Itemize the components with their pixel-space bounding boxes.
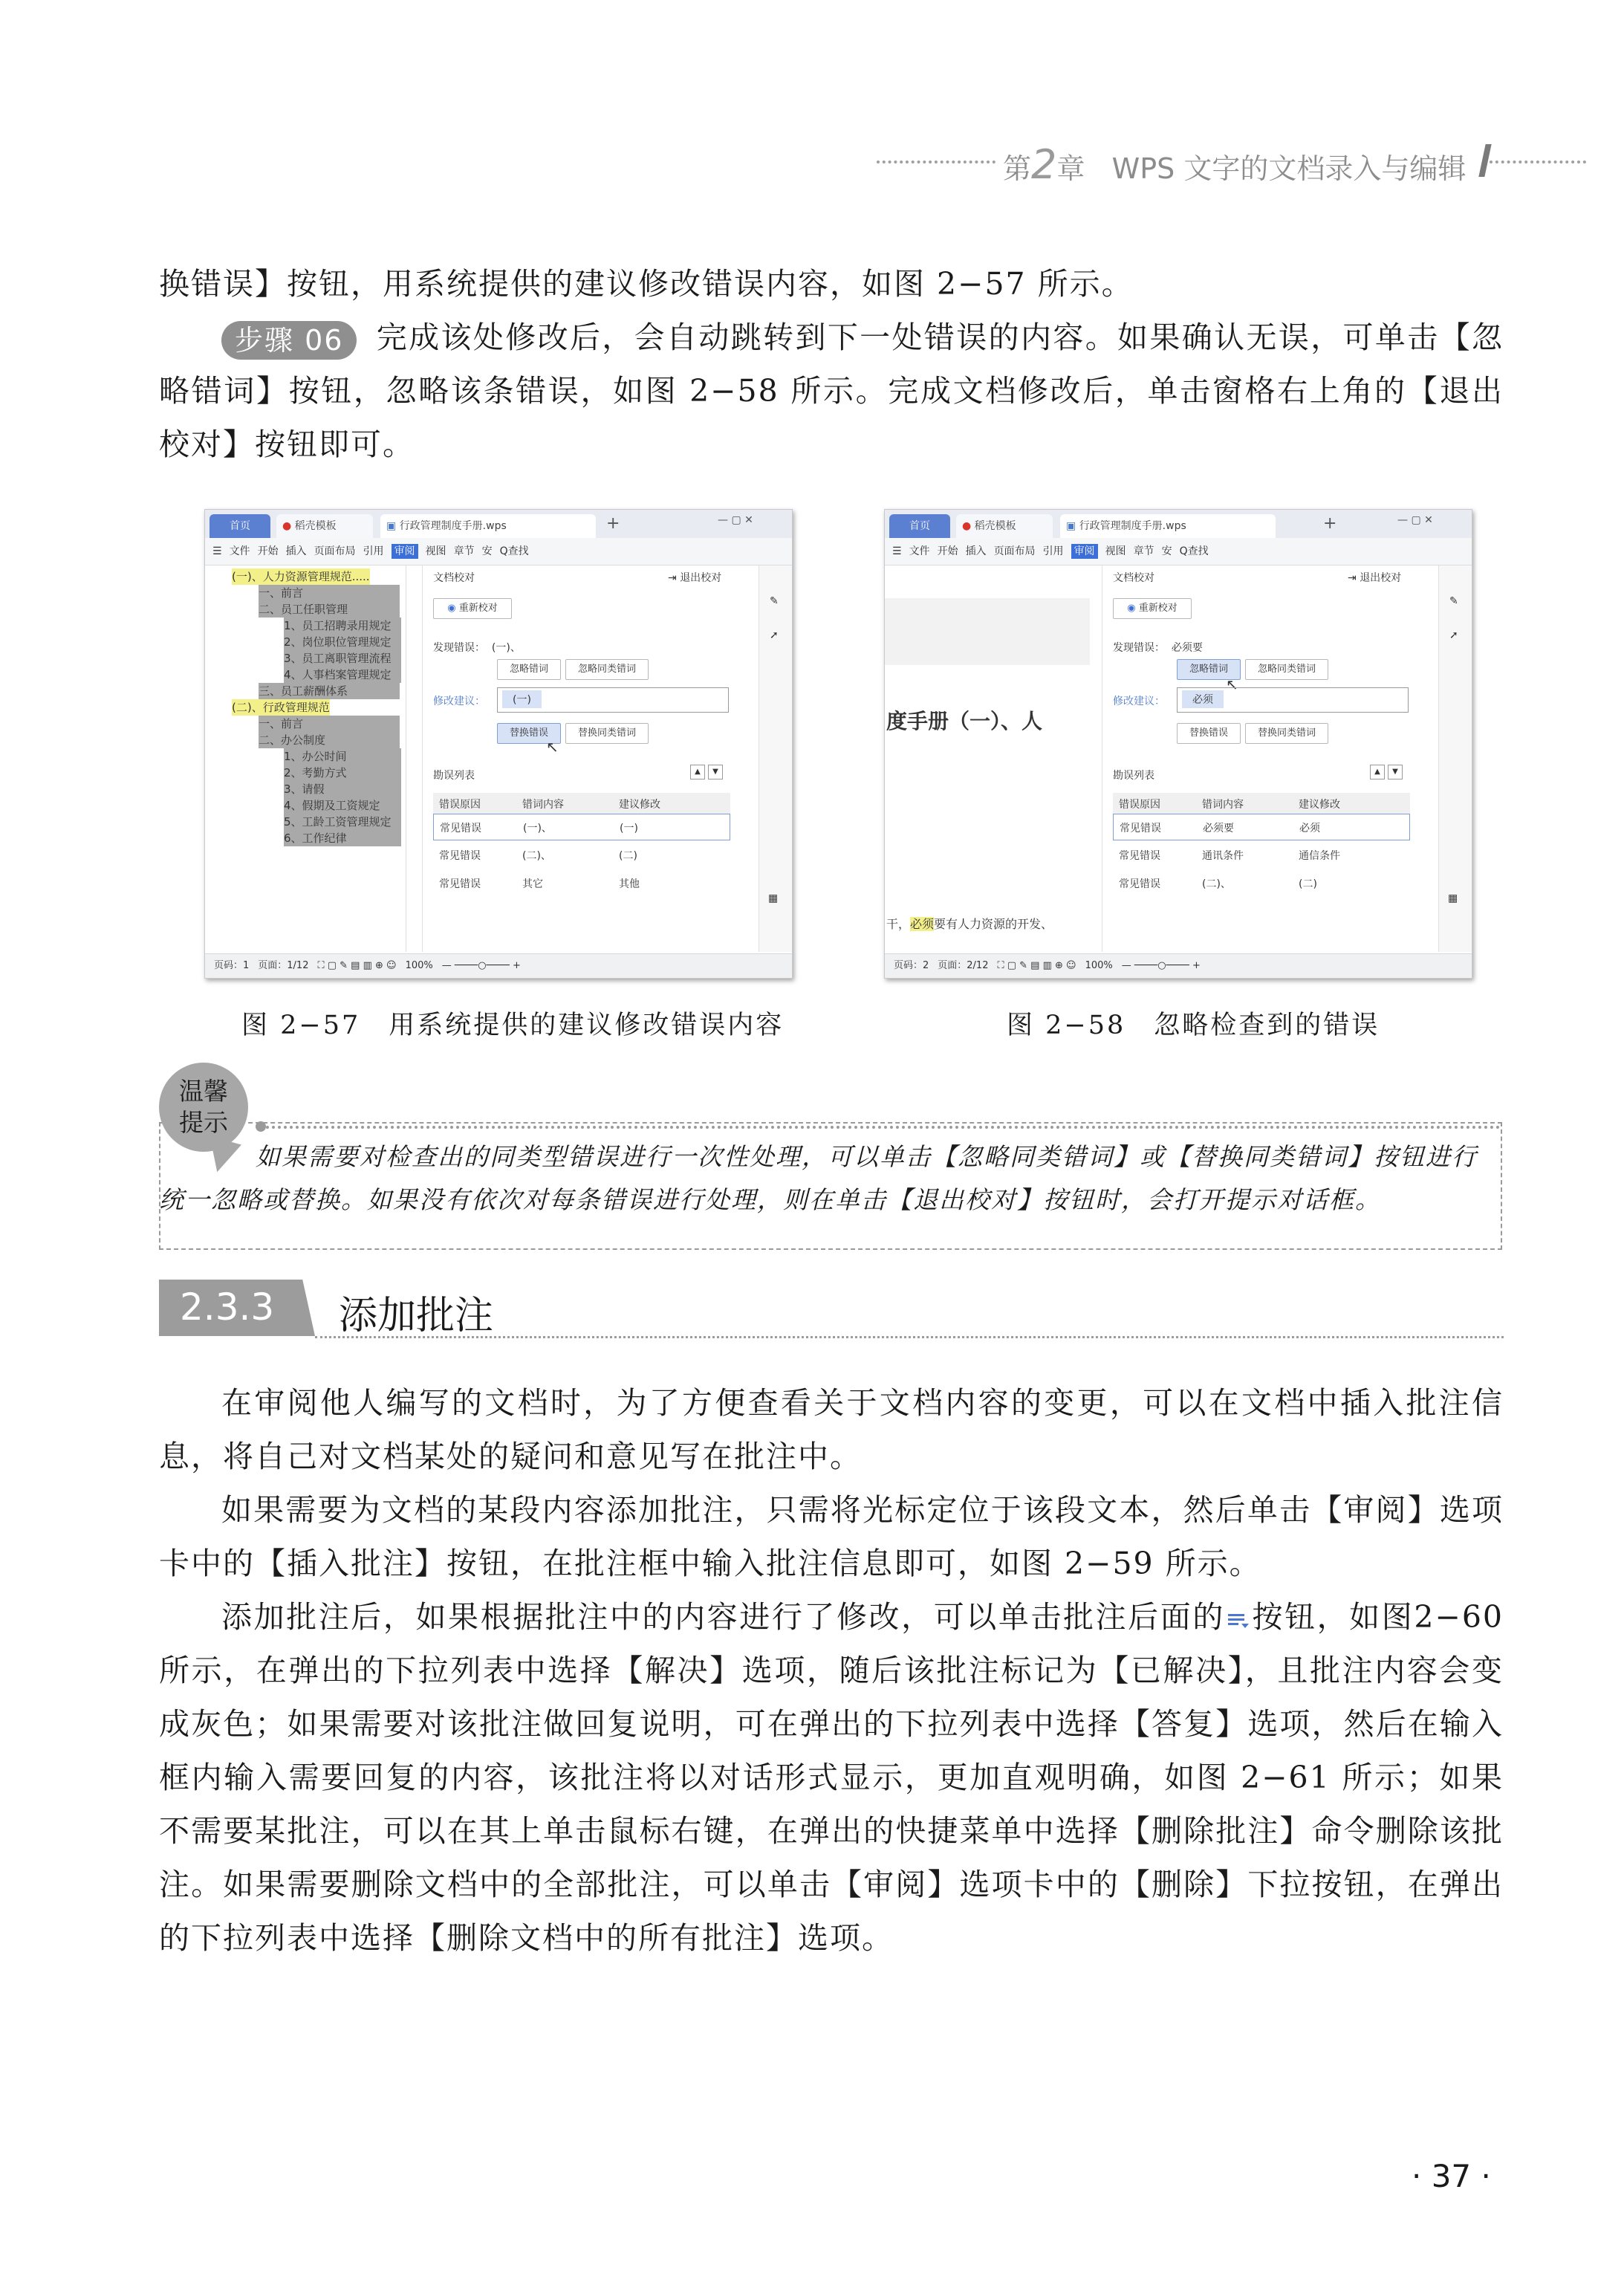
cell: 常见错误 (439, 878, 481, 890)
ribbon-find[interactable]: Q查找 (499, 545, 529, 557)
view-icons[interactable]: ⛶ ▢ ✎ ▤ ▥ ⊕ ☺ (317, 960, 397, 971)
doc-line (886, 915, 1053, 932)
ribbon-find[interactable]: Q查找 (1179, 545, 1209, 557)
suggest-label: 修改建议： (433, 696, 485, 707)
cell: (一)、 (523, 823, 552, 834)
status-page: 页码：2 (894, 960, 929, 971)
tip-badge-line2: 提示 (179, 1108, 228, 1137)
found-error-row (433, 640, 521, 655)
recheck-button[interactable] (1113, 598, 1192, 619)
suggestion-input[interactable] (1177, 687, 1409, 713)
status-zoom[interactable]: 100% (405, 960, 433, 971)
status-zoom[interactable]: 100% (1085, 960, 1113, 971)
header-dots-left (877, 161, 995, 163)
ribbon-security[interactable]: 安 (481, 545, 493, 557)
nav-item[interactable]: 一、前言 (259, 716, 400, 732)
scroll-down-icon[interactable]: ▼ (1388, 765, 1403, 779)
ribbon-references[interactable]: 引用 (363, 545, 384, 557)
paragraph-4: 如果需要为文档的某段内容添加批注，只需将光标定位于该段文本，然后单击【审阅】选项卡中的【插入批注】按钮，在批注框中输入批注信息即可，如图 2−59 所示。 (159, 1492, 1504, 1581)
nav-item[interactable]: (二)、行政管理规范 (232, 701, 330, 714)
proofread-panel (1102, 565, 1438, 952)
zoom-slider[interactable]: — ────○──── + (1121, 960, 1201, 971)
ribbon-insert[interactable]: 插入 (965, 545, 987, 557)
comment-menu-icon (1225, 1609, 1252, 1631)
cell: 通讯条件 (1202, 850, 1244, 862)
navigation-pane (205, 565, 406, 952)
nav-item[interactable]: 1、员工招聘录用规定 (284, 617, 401, 634)
paragraph-1: 换错误】按钮，用系统提供的建议修改错误内容，如图 2−57 所示。 (159, 266, 1134, 302)
ribbon-tabs (205, 538, 792, 565)
chapter-prefix: 第 (1003, 152, 1032, 185)
nav-item[interactable]: 二、员工任职管理 (259, 601, 400, 617)
ignore-word-button[interactable]: 忽略错词 (497, 659, 561, 680)
cell: 其他 (619, 878, 640, 890)
tip-text-content: 如果需要对检查出的同类型错误进行一次性处理，可以单击【忽略同类错词】或【替换同类错词】按钮进行统一忽略或替换。如果没有依次对每条错误进行处理，则在单击【退出校对】按钮时，会打开提示对话框。 (159, 1142, 1478, 1214)
tab-bar (205, 510, 792, 538)
replace-error-button[interactable]: 替换错误 (1177, 723, 1241, 744)
suggest-label: 修改建议： (1113, 696, 1165, 707)
ignore-same-button[interactable]: 忽略同类错词 (1245, 659, 1328, 680)
chapter-title: WPS 文字的文档录入与编辑 (1111, 152, 1467, 185)
ribbon-file[interactable]: 文件 (909, 545, 930, 557)
recheck-icon: ◉ (1127, 603, 1136, 614)
scroll-up-icon[interactable]: ▲ (690, 765, 705, 779)
col-word: 错词内容 (1202, 799, 1244, 811)
docer-icon: ● (282, 520, 292, 532)
paragraph-5-part1: 添加批注后，如果根据批注中的内容进行了修改，可以单击批注后面的 (221, 1599, 1225, 1635)
exit-label: 退出校对 (680, 572, 722, 584)
cell: (二)、 (1202, 878, 1231, 890)
status-pages: 页面：1/12 (258, 960, 309, 971)
errata-list-title: 勘误列表 (433, 770, 475, 782)
ribbon-start[interactable]: 开始 (257, 545, 279, 557)
recheck-icon: ◉ (447, 603, 456, 614)
right-toolbar (1438, 565, 1472, 952)
doc-highlight: 必须 (910, 917, 935, 931)
ignore-word-button[interactable]: 忽略错词 (1177, 659, 1241, 680)
table-row[interactable] (1113, 870, 1410, 897)
wps-doc-icon: ▣ (386, 520, 397, 532)
cursor-icon: ↖ (546, 738, 559, 756)
menu-icon[interactable]: ☰ (212, 545, 222, 557)
nav-item[interactable]: 3、员工离职管理流程 (284, 650, 401, 667)
doc-line-pre: 干， (886, 917, 911, 931)
step-badge: 步骤 06 (221, 321, 357, 360)
suggestion-value[interactable]: (一) (502, 690, 542, 708)
nav-item[interactable]: 5、工龄工资管理规定 (284, 814, 401, 830)
cell: 常见错误 (440, 823, 481, 834)
cursor-icon: ↖ (1226, 675, 1238, 693)
cell: 必须 (1299, 823, 1320, 834)
suggestion-input[interactable] (497, 687, 729, 713)
window-controls-icon[interactable]: — ▢ ✕ (718, 514, 753, 526)
table-row[interactable] (1113, 814, 1410, 840)
exit-icon: ⇥ (1348, 572, 1357, 584)
section-title: 添加批注 (339, 1294, 494, 1338)
ribbon-view[interactable]: 视图 (425, 545, 446, 557)
nav-item[interactable]: 4、人事档案管理规定 (284, 667, 401, 683)
found-label: 发现错误： (433, 642, 485, 654)
panel-title: 文档校对 (433, 572, 475, 584)
tip-text (159, 1135, 1495, 1222)
col-reason: 错误原因 (439, 799, 481, 811)
ribbon-review[interactable]: 审阅 (1071, 544, 1098, 559)
replace-same-button[interactable]: 替换同类错词 (565, 723, 649, 744)
paragraph-5-part2: 按钮，如图2−60 所示，在弹出的下拉列表中选择【解决】选项，随后该批注标记为【已解决】，且批注内容会变成灰色；如果需要对该批注做回复说明，可在弹出的下拉列表中选择【答复】选项，然后在输入框内输入需要回复的内容，该批注将以对话形式显示，更加直观明确，如图 2−61 所示；如果不需要某批注，可以在其上单击鼠标右键，在弹出的快捷菜单中选择【删除批注】命令删除该批注。如果需要删除文档中的全部批注，可以单击【审阅】选项卡中的【删除】下拉按钮，在弹出的下拉列表中选择【删除文档中的所有批注】选项。 (159, 1599, 1504, 1956)
ribbon-layout[interactable]: 页面布局 (993, 545, 1036, 557)
proofread-panel (422, 565, 759, 952)
cell: 常见错误 (1120, 823, 1161, 834)
cell: 常见错误 (1119, 878, 1160, 890)
doc-heading: 度手册（一）、人 (886, 709, 1043, 733)
nav-item[interactable]: 4、假期及工资规定 (284, 797, 401, 814)
cell: (二) (1299, 878, 1317, 890)
table-row[interactable] (433, 814, 730, 840)
ribbon-references[interactable]: 引用 (1042, 545, 1064, 557)
cell: (二)、 (522, 850, 551, 862)
pen-icon[interactable]: ✎ (1449, 595, 1458, 607)
grid-icon[interactable]: ▦ (1448, 892, 1458, 904)
replace-same-button[interactable]: 替换同类错词 (1245, 723, 1328, 744)
cell: 必须要 (1203, 823, 1234, 834)
exit-proofread-button[interactable] (1348, 570, 1401, 585)
pointer-icon[interactable]: ➚ (1449, 629, 1458, 641)
wps-doc-icon: ▣ (1066, 520, 1076, 532)
cell: 其它 (522, 878, 543, 890)
panel-title: 文档校对 (1113, 572, 1154, 584)
found-label: 发现错误： (1113, 642, 1165, 654)
ribbon-view[interactable]: 视图 (1105, 545, 1126, 557)
nav-item[interactable]: 2、考勤方式 (284, 765, 401, 781)
figure-caption-2-57: 图 2−57 用系统提供的建议修改错误内容 (241, 1011, 785, 1040)
document-fragment (885, 565, 1090, 952)
nav-item[interactable]: 3、请假 (284, 781, 401, 797)
chapter-suffix: 章 (1056, 152, 1085, 185)
recheck-label: 重新校对 (458, 603, 498, 614)
window-controls-icon[interactable]: — ▢ ✕ (1397, 514, 1433, 526)
page-gap (885, 598, 1090, 665)
menu-icon[interactable]: ☰ (892, 545, 902, 557)
pen-icon[interactable]: ✎ (770, 595, 779, 607)
figure-caption-2-58: 图 2−58 忽略检查到的错误 (1007, 1011, 1380, 1040)
nav-item[interactable]: 6、工作纪律 (284, 830, 401, 846)
tab-home[interactable]: 首页 (889, 514, 950, 538)
scroll-up-icon[interactable]: ▲ (1370, 765, 1385, 779)
nav-item[interactable]: 三、员工薪酬体系 (259, 683, 400, 699)
running-header (877, 138, 1590, 188)
recheck-label: 重新校对 (1138, 603, 1178, 614)
step-text: 完成该处修改后，会自动跳转到下一处错误的内容。如果确认无误，可单击【忽略错词】按钮，忽略该条错误，如图 2−58 所示。完成文档修改后，单击窗格右上角的【退出校对】按钮即可。 (159, 320, 1504, 462)
right-toolbar (759, 565, 792, 952)
ribbon-section[interactable]: 章节 (453, 545, 475, 557)
chapter-number: 2 (1031, 141, 1057, 188)
table-row[interactable] (433, 870, 730, 897)
tab-docer[interactable] (276, 514, 373, 538)
nav-item[interactable]: 1、办公时间 (284, 748, 401, 765)
suggestion-value[interactable]: 必须 (1182, 690, 1224, 708)
cell: (一) (620, 823, 638, 834)
nav-item[interactable]: (一)、人力资源管理规范..... (232, 570, 370, 583)
status-bar (885, 953, 1472, 978)
ribbon-file[interactable]: 文件 (229, 545, 250, 557)
status-page: 页码：1 (214, 960, 250, 971)
cell: 常见错误 (439, 850, 481, 862)
ribbon-tabs (885, 538, 1472, 565)
pointer-icon[interactable]: ➚ (770, 629, 779, 641)
ribbon-insert[interactable]: 插入 (285, 545, 307, 557)
nav-item[interactable]: 二、办公制度 (259, 732, 400, 748)
errata-list-title: 勘误列表 (1113, 770, 1154, 782)
new-tab-icon[interactable]: + (1323, 514, 1337, 533)
cell: (二) (619, 850, 637, 862)
tab-document[interactable] (1060, 514, 1276, 538)
found-error-row (1113, 640, 1203, 655)
doc-line-post: 要有人力资源的开发、 (934, 917, 1053, 931)
ribbon-start[interactable]: 开始 (937, 545, 958, 557)
paragraph-2 (159, 311, 1504, 471)
grid-icon[interactable]: ▦ (768, 892, 779, 904)
ribbon-section[interactable]: 章节 (1133, 545, 1154, 557)
tip-badge-line1: 温馨 (179, 1077, 228, 1106)
nav-item[interactable]: 2、岗位职位管理规定 (284, 634, 401, 650)
tab-bar (885, 510, 1472, 538)
col-reason: 错误原因 (1119, 799, 1160, 811)
exit-icon: ⇥ (668, 572, 677, 584)
col-suggest: 建议修改 (1299, 799, 1340, 811)
col-word: 错词内容 (522, 799, 564, 811)
found-value: 必须要 (1171, 642, 1203, 654)
recheck-button[interactable] (433, 598, 512, 619)
ignore-same-button[interactable]: 忽略同类错词 (565, 659, 649, 680)
tab-document[interactable] (380, 514, 596, 538)
table-row[interactable] (1113, 842, 1410, 869)
status-pages: 页面：2/12 (938, 960, 989, 971)
ribbon-layout[interactable]: 页面布局 (314, 545, 356, 557)
tab-docer[interactable] (956, 514, 1053, 538)
cell: 常见错误 (1119, 850, 1160, 862)
paragraph-3: 在审阅他人编写的文档时，为了方便查看关于文档内容的变更，可以在文档中插入批注信息，将自己对文档某处的疑问和意见写在批注中。 (159, 1385, 1504, 1474)
chapter-heading (1003, 141, 1466, 188)
section-number: 2.3.3 (180, 1286, 275, 1329)
zoom-slider[interactable]: — ────○──── + (441, 960, 521, 971)
paragraph-5 (159, 1590, 1504, 1965)
scroll-down-icon[interactable]: ▼ (708, 765, 723, 779)
col-suggest: 建议修改 (619, 799, 660, 811)
tab-home[interactable]: 首页 (210, 514, 270, 538)
header-dots-right (1490, 161, 1586, 163)
exit-label: 退出校对 (1360, 572, 1402, 584)
tab-document-label: 行政管理制度手册.wps (399, 520, 507, 532)
status-bar (205, 953, 792, 978)
tip-rule (260, 1126, 1501, 1129)
exit-proofread-button[interactable] (668, 570, 721, 585)
found-value: (一)、 (491, 642, 521, 654)
cell: 通信条件 (1299, 850, 1340, 862)
replace-error-button[interactable]: 替换错误 (497, 723, 561, 744)
table-row[interactable] (433, 842, 730, 869)
tab-docer-label: 稻壳模板 (294, 520, 337, 532)
page-number: · 37 · (1412, 2158, 1491, 2194)
section-rule (315, 1336, 1504, 1338)
errata-header-row (433, 793, 730, 814)
docer-icon: ● (962, 520, 972, 532)
tab-docer-label: 稻壳模板 (974, 520, 1016, 532)
ribbon-security[interactable]: 安 (1161, 545, 1172, 557)
new-tab-icon[interactable]: + (606, 514, 620, 533)
nav-item[interactable]: 一、前言 (259, 585, 400, 601)
screenshot-fig-2-58 (884, 509, 1472, 979)
view-icons[interactable]: ⛶ ▢ ✎ ▤ ▥ ⊕ ☺ (997, 960, 1076, 971)
errata-header-row (1113, 793, 1410, 814)
ribbon-review[interactable]: 审阅 (392, 544, 418, 559)
screenshot-fig-2-57 (204, 509, 793, 979)
tip-dot (256, 1121, 266, 1132)
tab-document-label: 行政管理制度手册.wps (1079, 520, 1186, 532)
